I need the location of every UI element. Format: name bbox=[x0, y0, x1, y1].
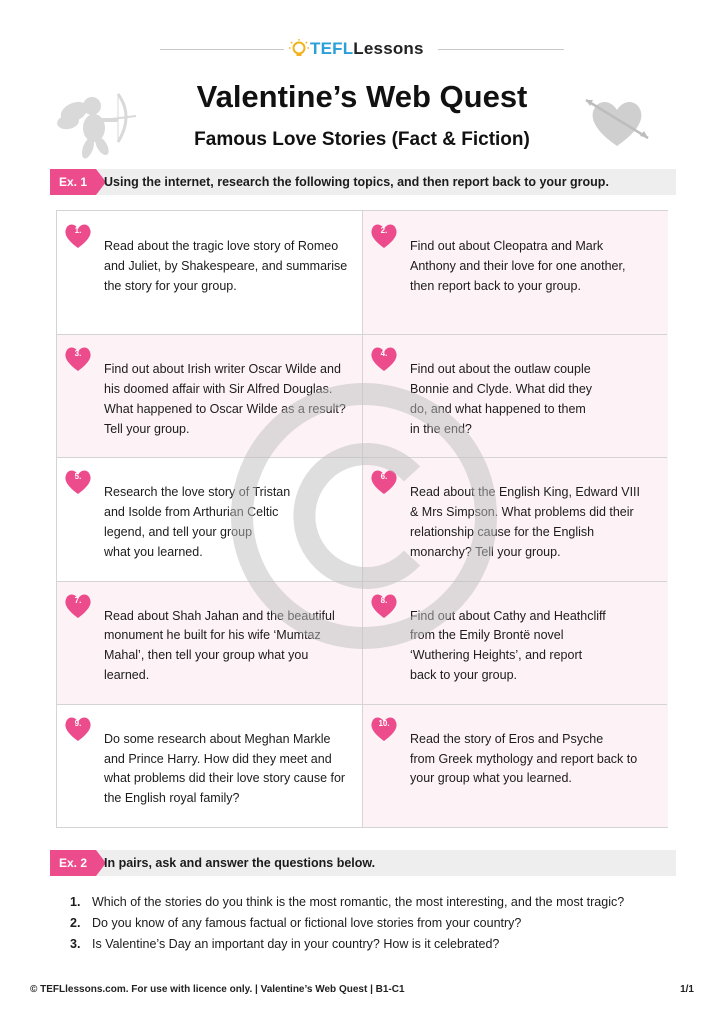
question-item bbox=[70, 913, 670, 934]
question-item bbox=[70, 934, 670, 955]
task-number: 10. bbox=[378, 718, 390, 728]
task-number: 7. bbox=[74, 595, 82, 605]
question-text: Which of the stories do you think is the most romantic, the most interesting, and the most tragic? bbox=[92, 895, 625, 909]
task-line: Find out about Cathy and Heathcliff bbox=[410, 608, 606, 623]
task-line: do, and what happened to them bbox=[410, 401, 586, 416]
task-line: Mahal’, then tell your group what you bbox=[104, 648, 309, 663]
page-title: Valentine’s Web Quest bbox=[196, 79, 528, 114]
task-line: ‘Wuthering Heights’, and report bbox=[410, 648, 583, 663]
question-item bbox=[70, 892, 670, 913]
task-line: Read the story of Eros and Psyche bbox=[410, 731, 604, 746]
task-line: Find out about Cleopatra and Mark bbox=[410, 239, 604, 253]
task-line: in the end? bbox=[410, 421, 472, 436]
task-line: the English royal family? bbox=[104, 791, 240, 806]
task-number: 3. bbox=[74, 349, 82, 359]
logo-header bbox=[160, 38, 564, 60]
question-number: 1. bbox=[70, 895, 81, 909]
task-line: monument he built for his wife ‘Mumtaz bbox=[104, 628, 321, 643]
task-number: 4. bbox=[380, 349, 388, 359]
task-line: monarchy? Tell your group. bbox=[410, 544, 561, 559]
tefl-lessons-logo bbox=[288, 38, 440, 60]
question-number: 2. bbox=[70, 916, 81, 930]
task-line: what problems did their love story cause for bbox=[104, 771, 346, 786]
task-line: and Isolde from Arthurian Celtic bbox=[104, 505, 279, 520]
task-line: from the Emily Brontë novel bbox=[410, 628, 564, 643]
footer-page-number: 1/1 bbox=[680, 984, 694, 995]
question-text: Do you know of any famous factual or fictional love stories from your country? bbox=[92, 916, 522, 930]
question-number: 3. bbox=[70, 937, 81, 951]
task-line: back to your group. bbox=[410, 667, 518, 682]
task-line: Read about the English King, Edward VIII bbox=[410, 485, 641, 500]
task-line: from Greek mythology and report back to bbox=[410, 751, 638, 766]
task-line: Find out about the outlaw couple bbox=[410, 362, 591, 377]
lightbulb-icon bbox=[288, 38, 310, 60]
exercise-2-instruction: In pairs, ask and answer the questions below. bbox=[104, 856, 376, 870]
task-text bbox=[410, 237, 664, 296]
task-cell bbox=[363, 704, 668, 827]
task-line: Bonnie and Clyde. What did they bbox=[410, 381, 593, 396]
logo-divider-right bbox=[438, 49, 564, 50]
exercise-2-bar bbox=[50, 850, 676, 876]
copyright-watermark-icon bbox=[226, 378, 502, 654]
page-subtitle: Famous Love Stories (Fact & Fiction) bbox=[194, 129, 530, 150]
task-line: relationship cause for the English bbox=[410, 524, 595, 539]
task-line: and Prince Harry. How did they meet and bbox=[104, 751, 332, 766]
task-line: Do some research about Meghan Markle bbox=[104, 731, 331, 746]
task-line: Read about Shah Jahan and the beautiful bbox=[104, 608, 335, 623]
exercise-1-instruction: Using the internet, research the following topics, and then report back to your group. bbox=[104, 175, 609, 189]
exercise-1-tag: Ex. 1 bbox=[50, 169, 96, 195]
task-line: legend, and tell your group bbox=[104, 524, 253, 539]
task-cell bbox=[57, 211, 362, 334]
task-number: 2. bbox=[380, 226, 388, 235]
exercise-1-bar bbox=[50, 169, 676, 195]
task-number: 5. bbox=[74, 472, 82, 482]
task-number: 9. bbox=[74, 718, 82, 728]
logo-lessons: Lessons bbox=[353, 39, 424, 58]
task-line: Research the love story of Tristan bbox=[104, 485, 291, 500]
task-line: then report back to your group. bbox=[410, 278, 581, 293]
task-text bbox=[104, 237, 358, 296]
footer-copyright: © TEFLlessons.com. For use with licence only. | Valentine’s Web Quest | B1-C1 bbox=[30, 984, 405, 995]
task-line: & Mrs Simpson. What problems did their bbox=[410, 505, 634, 520]
task-line: and Juliet, by Shakespeare, and summarise bbox=[104, 258, 348, 273]
question-list bbox=[70, 892, 670, 955]
task-line: learned. bbox=[104, 667, 150, 682]
task-text bbox=[104, 730, 358, 809]
task-line: What happened to Oscar Wilde as a result? bbox=[104, 401, 346, 416]
exercise-2-tag: Ex. 2 bbox=[50, 850, 96, 876]
task-cell bbox=[363, 211, 668, 334]
task-number: 8. bbox=[380, 595, 388, 605]
task-text bbox=[410, 730, 664, 789]
task-line: Tell your group. bbox=[104, 421, 190, 436]
task-line: Anthony and their love for one another, bbox=[410, 258, 626, 273]
logo-wordmark bbox=[310, 38, 424, 60]
task-number: 1. bbox=[74, 226, 82, 235]
task-line: his doomed affair with Sir Alfred Douglas. bbox=[104, 381, 333, 396]
logo-divider-left bbox=[160, 49, 284, 50]
task-number: 6. bbox=[380, 472, 388, 482]
task-line: the story for your group. bbox=[104, 278, 237, 293]
task-line: Read about the tragic love story of Romeo bbox=[104, 239, 339, 253]
question-text: Is Valentine’s Day an important day in your country? How is it celebrated? bbox=[92, 937, 500, 951]
logo-tefl: TEFL bbox=[310, 39, 354, 58]
task-line: Find out about Irish writer Oscar Wilde and bbox=[104, 362, 341, 377]
task-cell bbox=[57, 704, 362, 827]
task-line: your group what you learned. bbox=[410, 771, 572, 786]
task-line: what you learned. bbox=[104, 544, 203, 559]
